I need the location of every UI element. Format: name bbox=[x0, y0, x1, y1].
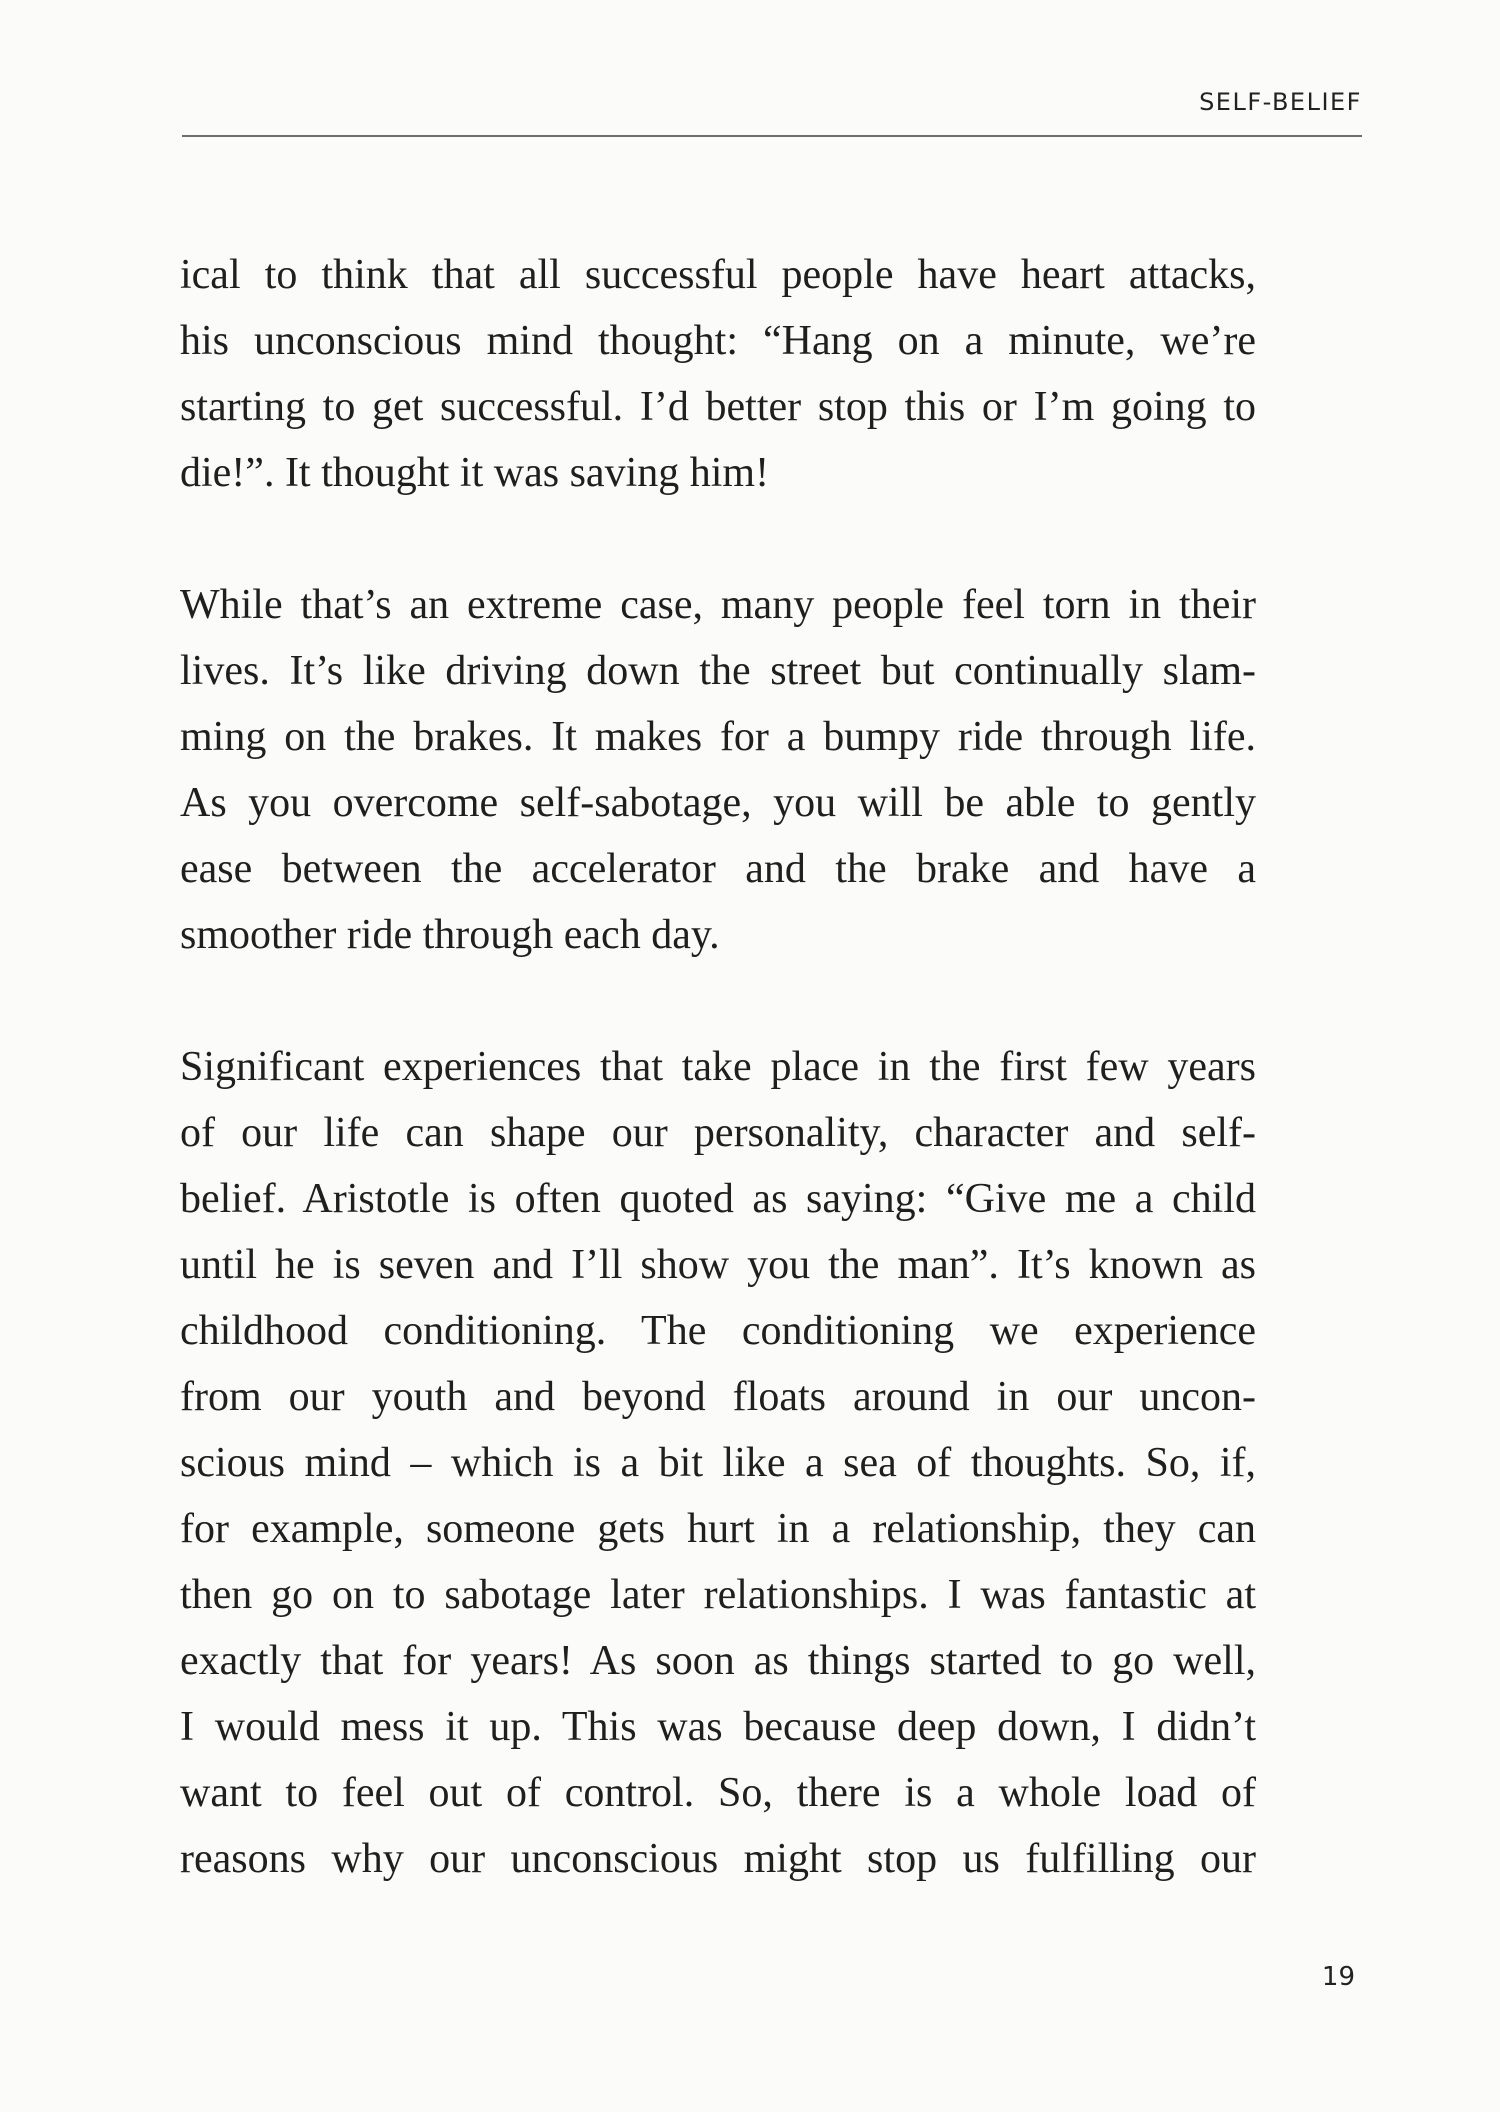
text-line: I would mess it up. This was because deep down, I didn’t bbox=[180, 1704, 1256, 1750]
text-line: reasons why our unconscious might stop us fulfilling our bbox=[180, 1836, 1256, 1882]
paragraph-2 bbox=[180, 572, 1256, 968]
text-line: want to feel out of control. So, there is a whole load of bbox=[180, 1770, 1256, 1816]
paragraph-3 bbox=[180, 1034, 1256, 1892]
text-line: Significant experiences that take place in the first few years bbox=[180, 1044, 1256, 1090]
text-line: exactly that for years! As soon as things started to go well, bbox=[180, 1638, 1256, 1684]
text-line: childhood conditioning. The conditioning we experience bbox=[180, 1308, 1256, 1354]
text-line: for example, someone gets hurt in a relationship, they can bbox=[180, 1506, 1256, 1552]
body-text bbox=[180, 242, 1256, 1958]
text-line: smoother ride through each day. bbox=[180, 912, 720, 958]
text-line: As you overcome self-sabotage, you will be able to gently bbox=[180, 780, 1256, 826]
text-line: die!”. It thought it was saving him! bbox=[180, 450, 770, 496]
text-line: starting to get successful. I’d better stop this or I’m going to bbox=[180, 384, 1256, 430]
text-line: scious mind – which is a bit like a sea of thoughts. So, if, bbox=[180, 1440, 1256, 1486]
text-line: While that’s an extreme case, many people feel torn in their bbox=[180, 582, 1256, 628]
page-number: 19 bbox=[1321, 1962, 1355, 1992]
text-line: then go on to sabotage later relationships. I was fantastic at bbox=[180, 1572, 1256, 1618]
text-line: of our life can shape our personality, character and self- bbox=[180, 1110, 1256, 1156]
text-line: from our youth and beyond floats around in our uncon- bbox=[180, 1374, 1256, 1420]
header-rule bbox=[182, 135, 1362, 137]
text-line: ease between the accelerator and the brake and have a bbox=[180, 846, 1256, 892]
text-line: until he is seven and I’ll show you the man”. It’s known as bbox=[180, 1242, 1256, 1288]
paragraph-1 bbox=[180, 242, 1256, 506]
text-line: ming on the brakes. It makes for a bumpy ride through life. bbox=[180, 714, 1256, 760]
running-head-title: SELF-BELIEF bbox=[1199, 88, 1362, 116]
text-line: his unconscious mind thought: “Hang on a minute, we’re bbox=[180, 318, 1256, 364]
text-line: ical to think that all successful people have heart attacks, bbox=[180, 252, 1256, 298]
text-line: belief. Aristotle is often quoted as saying: “Give me a child bbox=[180, 1176, 1256, 1222]
text-line: lives. It’s like driving down the street but continually slam- bbox=[180, 648, 1256, 694]
